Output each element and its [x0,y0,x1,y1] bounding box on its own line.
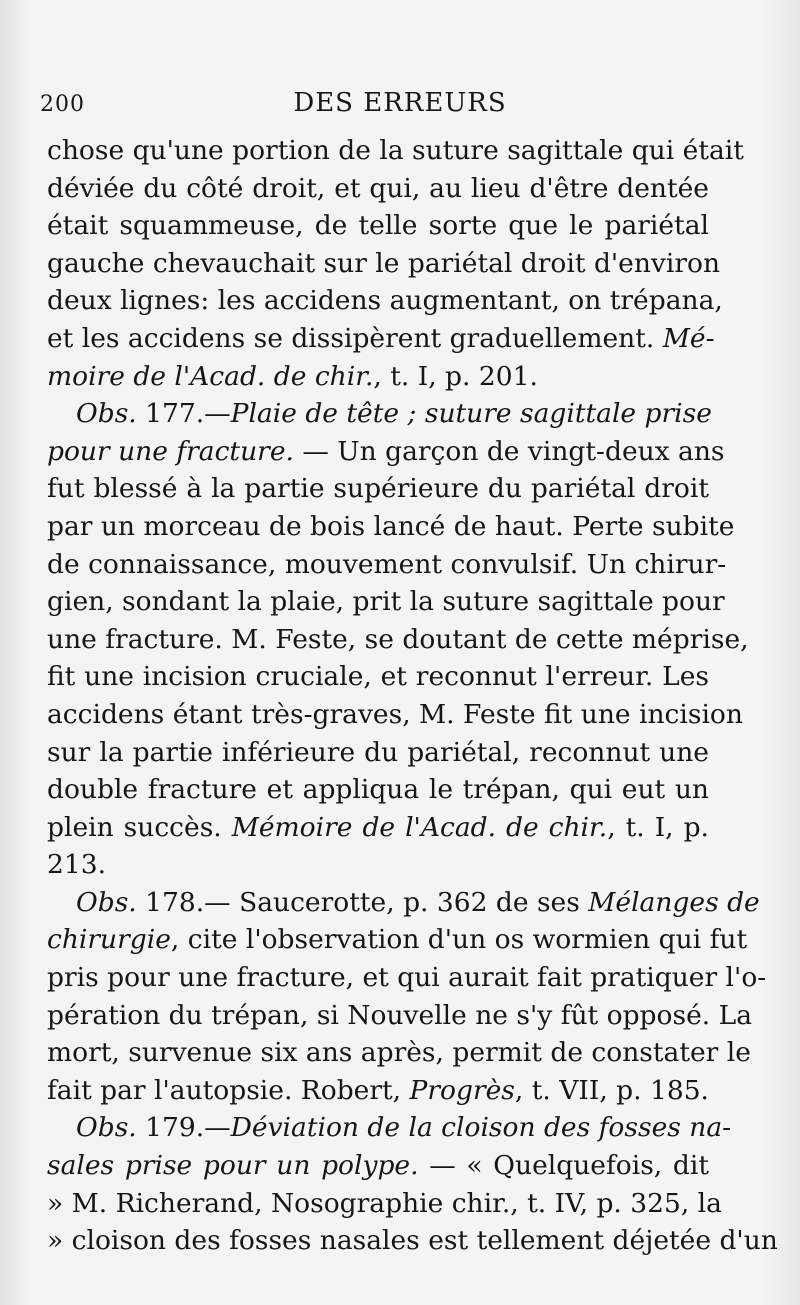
text-span: , t. I, p. 201. [373,360,538,392]
text-line [47,320,715,358]
text-span: et les accidens se dissipèrent graduellement. [47,322,655,354]
text-line: mort, survenue six ans après, permit de constater le [47,1037,751,1069]
text-line: gauche chevauchait sur le pariétal droit d'environ [47,247,721,279]
text-line [47,809,709,847]
text-line [47,921,748,959]
page-header [40,86,760,126]
text-span: — « Quelquefois, dit [418,1150,709,1182]
text-line: fut blessé à la partie supérieure du pariétal droit [47,473,709,505]
text-line: une fracture. M. Feste, se doutant de cette méprise, [47,623,749,655]
text-line: déviée du côté droit, et qui, au lieu d'être dentée [47,172,709,204]
text-span: plein succès. [47,811,222,843]
text-line: fit une incision cruciale, et reconnut l'erreur. Les [47,661,709,693]
obs-title-italic: sales prise pour un polype. [47,1150,419,1182]
citation-italic: moire de l'Acad. de chir. [47,360,374,392]
obs-title-italic: pour une fracture. [47,435,294,467]
text-line: pris pour une fracture, et qui aurait fait pratiquer l'o- [47,962,767,994]
text-line: chose qu'une portion de la suture sagittale qui était [47,135,744,166]
text-line: gien, sondant la plaie, prit la suture sagittale pour [47,586,725,618]
text-line: » M. Richerand, Nosographie chir., t. IV, p. 325, la [47,1187,722,1219]
text-span: fait par l'autopsie. Robert, [47,1074,410,1106]
obs-heading-line [47,884,760,922]
text-line [47,1072,709,1110]
obs-title-italic: Plaie de tête ; suture sagittale prise [230,398,712,430]
obs-label: Obs. [76,886,137,918]
text-line [47,1147,709,1185]
text-span: , t. I, p. [607,811,709,843]
citation-italic: Mé- [662,322,715,354]
text-line: par un morceau de bois lancé de haut. Perte subite [47,510,735,542]
citation-italic: Mémoire de l'Acad. de chir. [231,811,608,843]
text-span: , cite l'observation d'un os wormien qui fut [170,924,748,956]
obs-number: 179.— [136,1112,231,1144]
obs-heading-line [47,1109,732,1147]
citation-italic: chirurgie [47,924,171,956]
text-line [47,433,725,471]
text-line: double fracture et appliqua le trépan, qui eut un [47,774,709,806]
text-span: — Un garçon de vingt-deux ans [293,435,725,467]
running-head: DES ERREURS [293,88,507,118]
text-line: deux lignes: les accidens augmentant, on trépana, [47,285,723,317]
obs-label: Obs. [76,398,137,430]
text-line: accidens étant très-graves, M. Feste fit une incision [47,698,743,730]
obs-number: 177.— [136,398,231,430]
obs-label: Obs. [76,1112,137,1144]
obs-title-italic: Déviation de la cloison des fosses na- [230,1112,732,1144]
text-line: de connaissance, mouvement convulsif. Un chirur- [47,548,727,580]
text-span: , t. VII, p. 185. [514,1074,709,1106]
citation-italic: Mélanges de [588,886,760,918]
obs-heading-line [47,395,712,433]
text-span: 178.— Saucerotte, p. 362 de ses [136,886,589,918]
citation-italic: Progrès [409,1074,515,1106]
text-line: sur la partie inférieure du pariétal, reconnut une [47,736,709,768]
page-number: 200 [40,92,85,117]
text-line [47,358,709,396]
page-body [47,132,778,1260]
text-line: 213. [47,849,107,881]
text-line: était squammeuse, de telle sorte que le pariétal [47,210,709,242]
text-line: » cloison des fosses nasales est tellement déjetée d'un [47,1225,778,1257]
text-line: pération du trépan, si Nouvelle ne s'y fût opposé. La [47,999,752,1031]
